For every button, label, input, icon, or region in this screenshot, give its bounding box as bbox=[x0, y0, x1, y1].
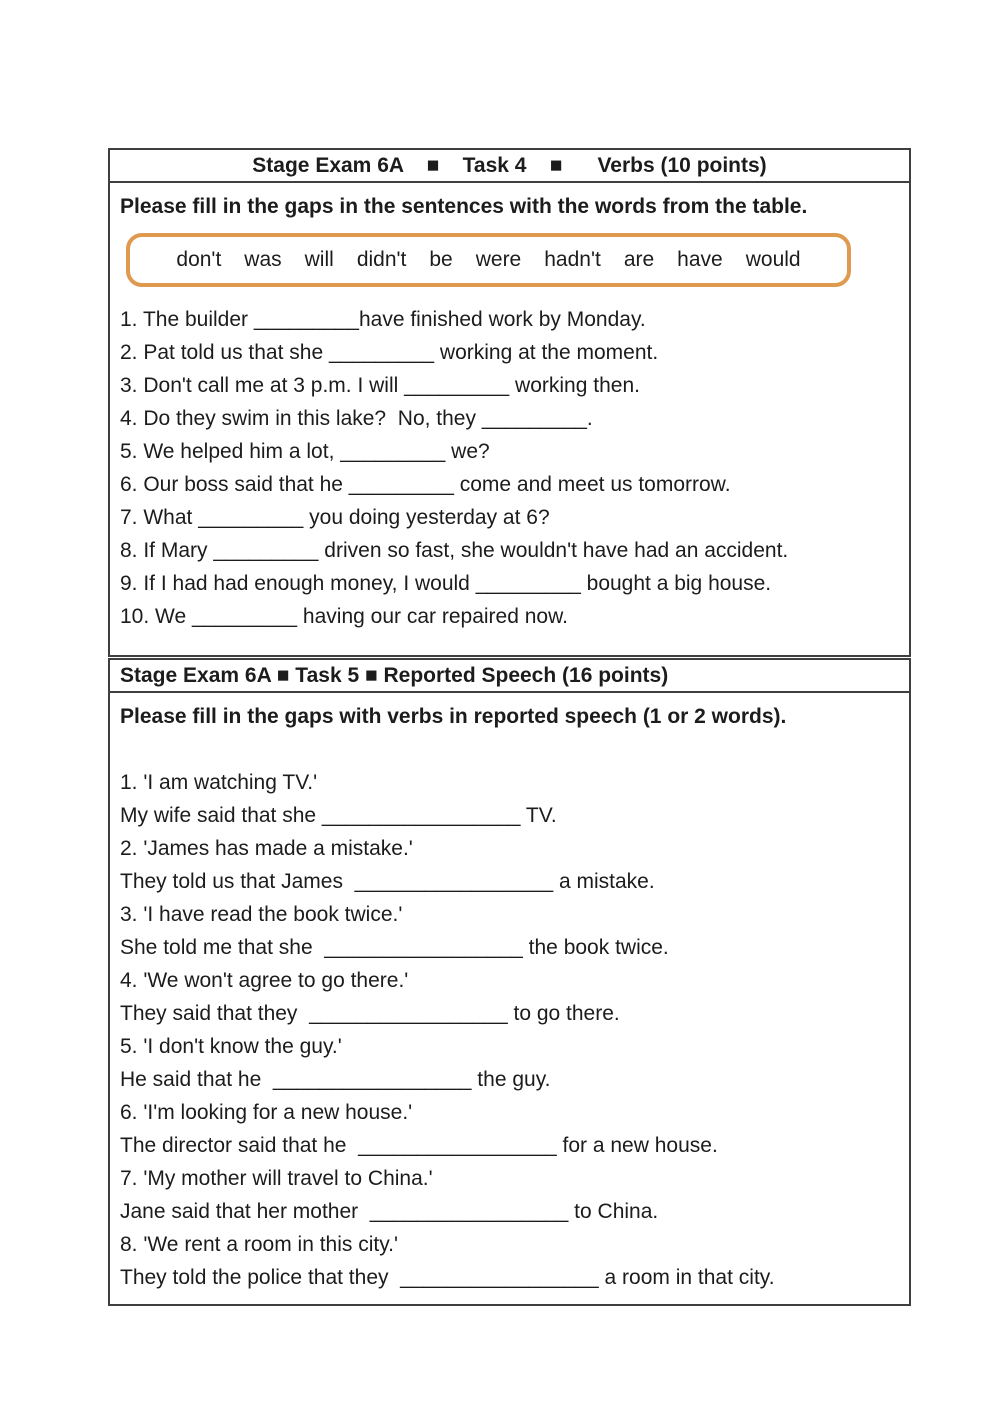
sentence: 10. We _________ having our car repaired now. bbox=[120, 605, 568, 628]
sentence: 2. Pat told us that she _________ working at the moment. bbox=[120, 341, 659, 364]
word-bank-word: will bbox=[304, 248, 334, 271]
sentence: 3. 'I have read the book twice.' bbox=[120, 903, 403, 926]
sentence: 5. 'I don't know the guy.' bbox=[120, 1035, 342, 1058]
sentence: 3. Don't call me at 3 p.m. I will _________ working then. bbox=[120, 374, 640, 397]
word-bank-word: was bbox=[244, 248, 282, 271]
sentence: 5. We helped him a lot, _________ we? bbox=[120, 440, 490, 463]
sentence: 8. If Mary _________ driven so fast, she wouldn't have had an accident. bbox=[120, 539, 789, 562]
word-bank-word: would bbox=[745, 248, 801, 271]
word-bank-word: are bbox=[623, 248, 655, 271]
task5-lines bbox=[120, 766, 897, 1294]
sentence: The director said that he _________________ for a new house. bbox=[120, 1134, 718, 1157]
sentence: They said that they _________________ to go there. bbox=[120, 1002, 620, 1025]
sentence: 4. 'We won't agree to go there.' bbox=[120, 969, 409, 992]
task5-section bbox=[108, 658, 911, 1306]
sentence: They told the police that they _________________ a room in that city. bbox=[120, 1266, 775, 1289]
task4-instruction: Please fill in the gaps in the sentences with the words from the table. bbox=[120, 195, 808, 218]
sentence: 7. 'My mother will travel to China.' bbox=[120, 1167, 433, 1190]
word-bank-word: didn't bbox=[356, 248, 407, 271]
task4-sentences bbox=[120, 303, 897, 633]
word-bank-word: hadn't bbox=[544, 248, 601, 271]
task5-header: Stage Exam 6A ■ Task 5 ■ Reported Speech (16 points) bbox=[110, 660, 909, 693]
sentence: 1. 'I am watching TV.' bbox=[120, 771, 318, 794]
sentence: Jane said that her mother _________________ to China. bbox=[120, 1200, 659, 1223]
task4-header: Stage Exam 6A ■ Task 4 ■ Verbs (10 points) bbox=[110, 150, 909, 183]
word-bank-word: have bbox=[677, 248, 723, 271]
sentence: 6. 'I'm looking for a new house.' bbox=[120, 1101, 413, 1124]
sentence: 4. Do they swim in this lake? No, they _________. bbox=[120, 407, 593, 430]
task4-body bbox=[110, 183, 909, 655]
sentence: My wife said that she _________________ TV. bbox=[120, 804, 557, 827]
task4-section bbox=[108, 148, 911, 657]
word-bank-word: were bbox=[475, 248, 522, 271]
task5-instruction: Please fill in the gaps with verbs in reported speech (1 or 2 words). bbox=[120, 705, 787, 728]
sentence: 7. What _________ you doing yesterday at 6? bbox=[120, 506, 550, 529]
sentence: 6. Our boss said that he _________ come and meet us tomorrow. bbox=[120, 473, 731, 496]
worksheet-sheet bbox=[108, 148, 911, 1306]
sentence: 9. If I had had enough money, I would _________ bought a big house. bbox=[120, 572, 772, 595]
word-bank-word: be bbox=[429, 248, 453, 271]
word-bank bbox=[126, 233, 851, 287]
sentence: He said that he _________________ the guy. bbox=[120, 1068, 551, 1091]
sentence: 2. 'James has made a mistake.' bbox=[120, 837, 413, 860]
sentence: They told us that James _________________ a mistake. bbox=[120, 870, 655, 893]
sentence: 8. 'We rent a room in this city.' bbox=[120, 1233, 399, 1256]
sentence: 1. The builder _________have finished work by Monday. bbox=[120, 308, 646, 331]
word-bank-word: don't bbox=[176, 248, 222, 271]
sentence: She told me that she _________________ the book twice. bbox=[120, 936, 669, 959]
task5-body bbox=[110, 693, 909, 1304]
